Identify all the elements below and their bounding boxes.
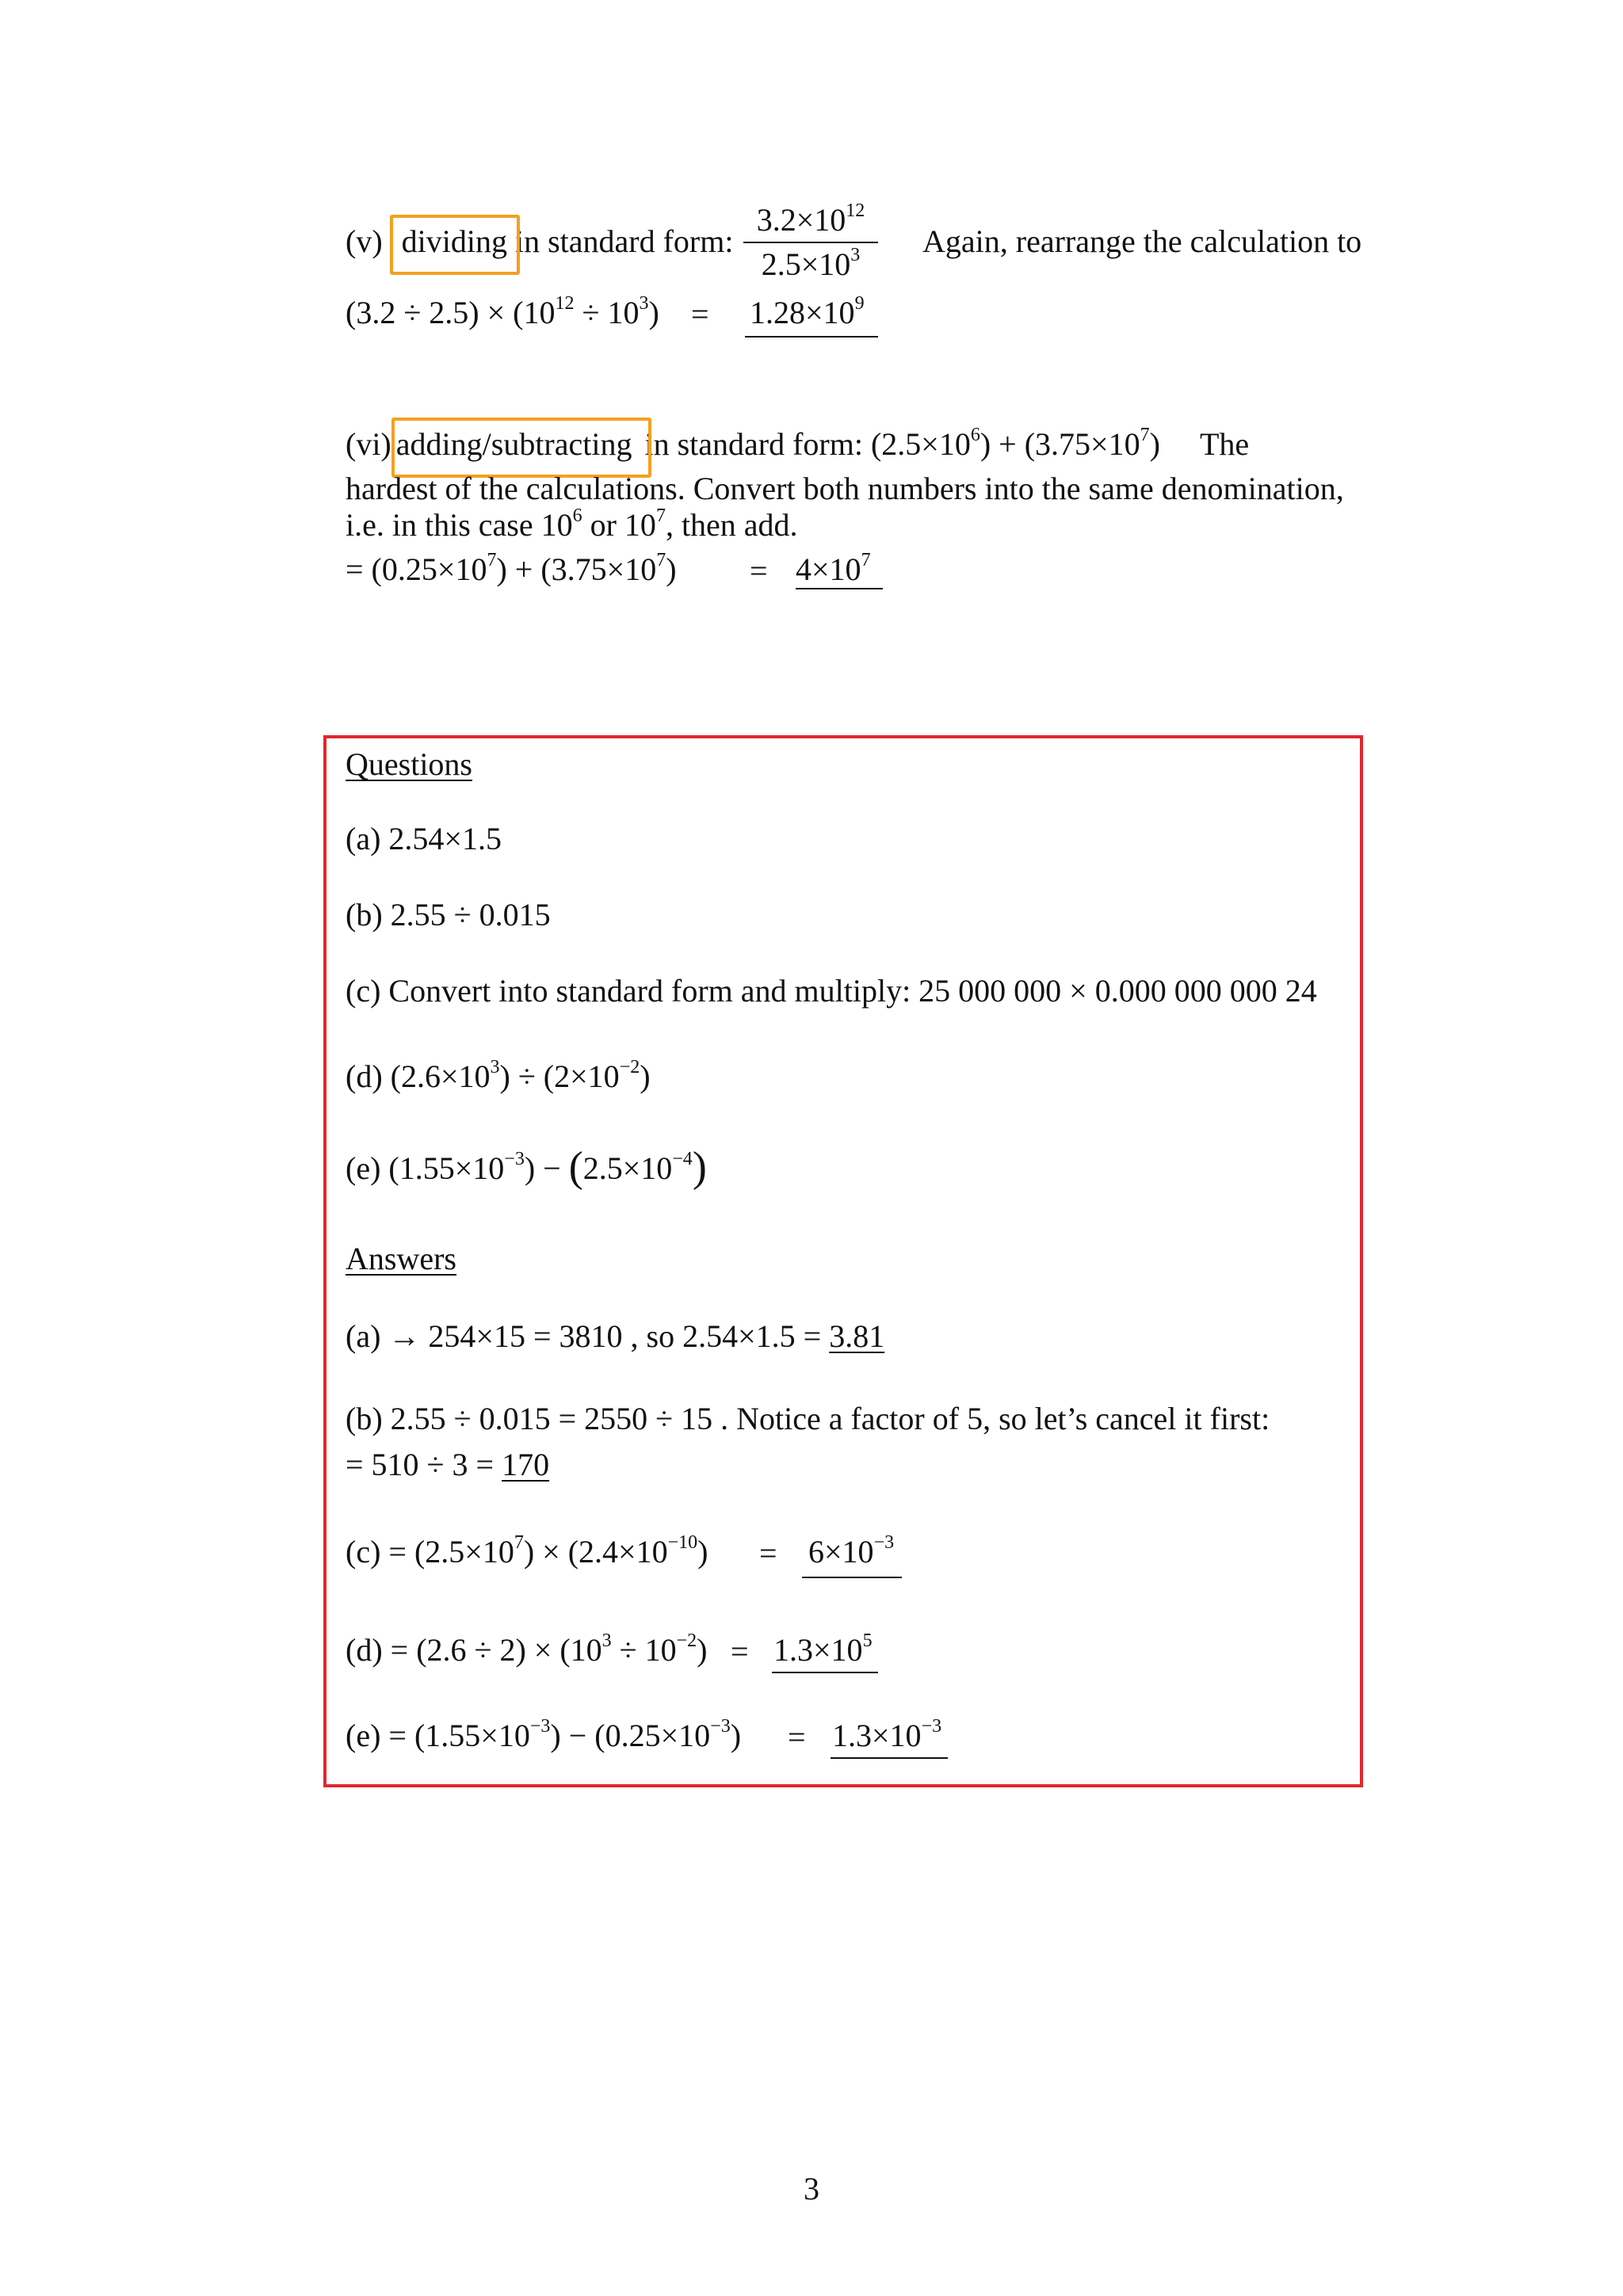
question-a: (a) 2.54×1.5: [346, 821, 502, 856]
answer-e-eq: =: [788, 1719, 806, 1755]
answer-d: $(d) = (2.6 \div 2) \times (10^3 \div 10^{-2})$: [346, 1630, 708, 1668]
section-vi-eq: =: [750, 553, 768, 589]
answer-d-result: $1.3\times 10^5$: [773, 1630, 873, 1668]
question-e: (e) $(1.55\times 10^{-3}) - (2.5\times 10^{-4})$: [346, 1142, 707, 1191]
answers-heading: Answers: [346, 1241, 456, 1276]
question-d: (d) $(2.6\times 10^3) \div (2\times 10^{-2})$: [346, 1057, 651, 1094]
fraction-v: $\frac{3.2\times 10^{12}}{2.5\times 10^3}$: [743, 202, 878, 283]
question-b: (b) 2.55 ÷ 0.015: [346, 897, 551, 933]
section-v-line2: $(3.2 \div 2.5) \times (10^{12} \div 10^3)$: [346, 293, 659, 330]
section-vi-result: $4\times 10^7$: [796, 550, 871, 587]
question-c: (c) Convert into standard form and multiply: 25 000 000 × 0.000 000 000 24: [346, 973, 1317, 1009]
section-v-result-underline: [745, 336, 878, 338]
section-vi-heading: (vi) adding/subtracting in standard form: $(2.5\times 10^6) + (3.75\times 10^7)$ The: [346, 425, 1250, 462]
answer-d-eq: =: [731, 1634, 749, 1669]
answer-a-result: 3.81: [829, 1318, 885, 1354]
answer-b-line1: (b) 2.55 ÷ 0.015 = 2550 ÷ 15 . Notice a factor of 5, so let’s cancel it first:: [346, 1401, 1270, 1436]
answer-c-eq: =: [759, 1535, 777, 1571]
answer-c-result: $6\times 10^{-3}$: [808, 1532, 895, 1569]
answer-e: $(e) = (1.55\times 10^{-3}) - (0.25\times 10^{-3})$: [346, 1716, 742, 1753]
section-v-heading: (v) dividing in standard form:: [346, 223, 734, 259]
answer-e-result: $1.3\times 10^{-3}$: [832, 1716, 942, 1753]
questions-answers-box: [323, 735, 1363, 1787]
keyword-dividing: dividing: [401, 223, 507, 259]
section-v-eq: =: [691, 296, 709, 332]
answer-d-result-underline: [772, 1672, 878, 1673]
section-vi-result-underline: [796, 588, 883, 589]
questions-heading: Questions: [346, 746, 472, 782]
answer-e-result-underline: [831, 1757, 948, 1759]
answer-c-result-underline: [802, 1577, 902, 1578]
highlight-adding-subtracting: [391, 418, 651, 478]
section-vi-line3: i.e. in this case $10^6$ or $10^7$, then add.: [346, 505, 798, 543]
page-number: 3: [804, 2171, 819, 2206]
highlight-dividing: [390, 215, 520, 275]
answer-a: (a) → 254×15 = 3810 , so 2.54×1.5 = 3.81: [346, 1318, 885, 1354]
answer-b-line2: = 510 ÷ 3 = 170: [346, 1447, 550, 1482]
section-v-note: Again, rearrange the calculation to: [922, 223, 1362, 259]
section-v-result: $1.28\times 10^9$: [750, 293, 865, 330]
section-vi-line4: = $(0.25\times 10^7) + (3.75\times 10^7)$: [346, 550, 677, 587]
answer-b-result: 170: [502, 1447, 550, 1482]
answer-c: $(c) = (2.5\times 10^7) \times (2.4\times 10^{-10})$: [346, 1532, 708, 1569]
section-vi-line2: hardest of the calculations. Convert both numbers into the same denomination,: [346, 471, 1344, 506]
